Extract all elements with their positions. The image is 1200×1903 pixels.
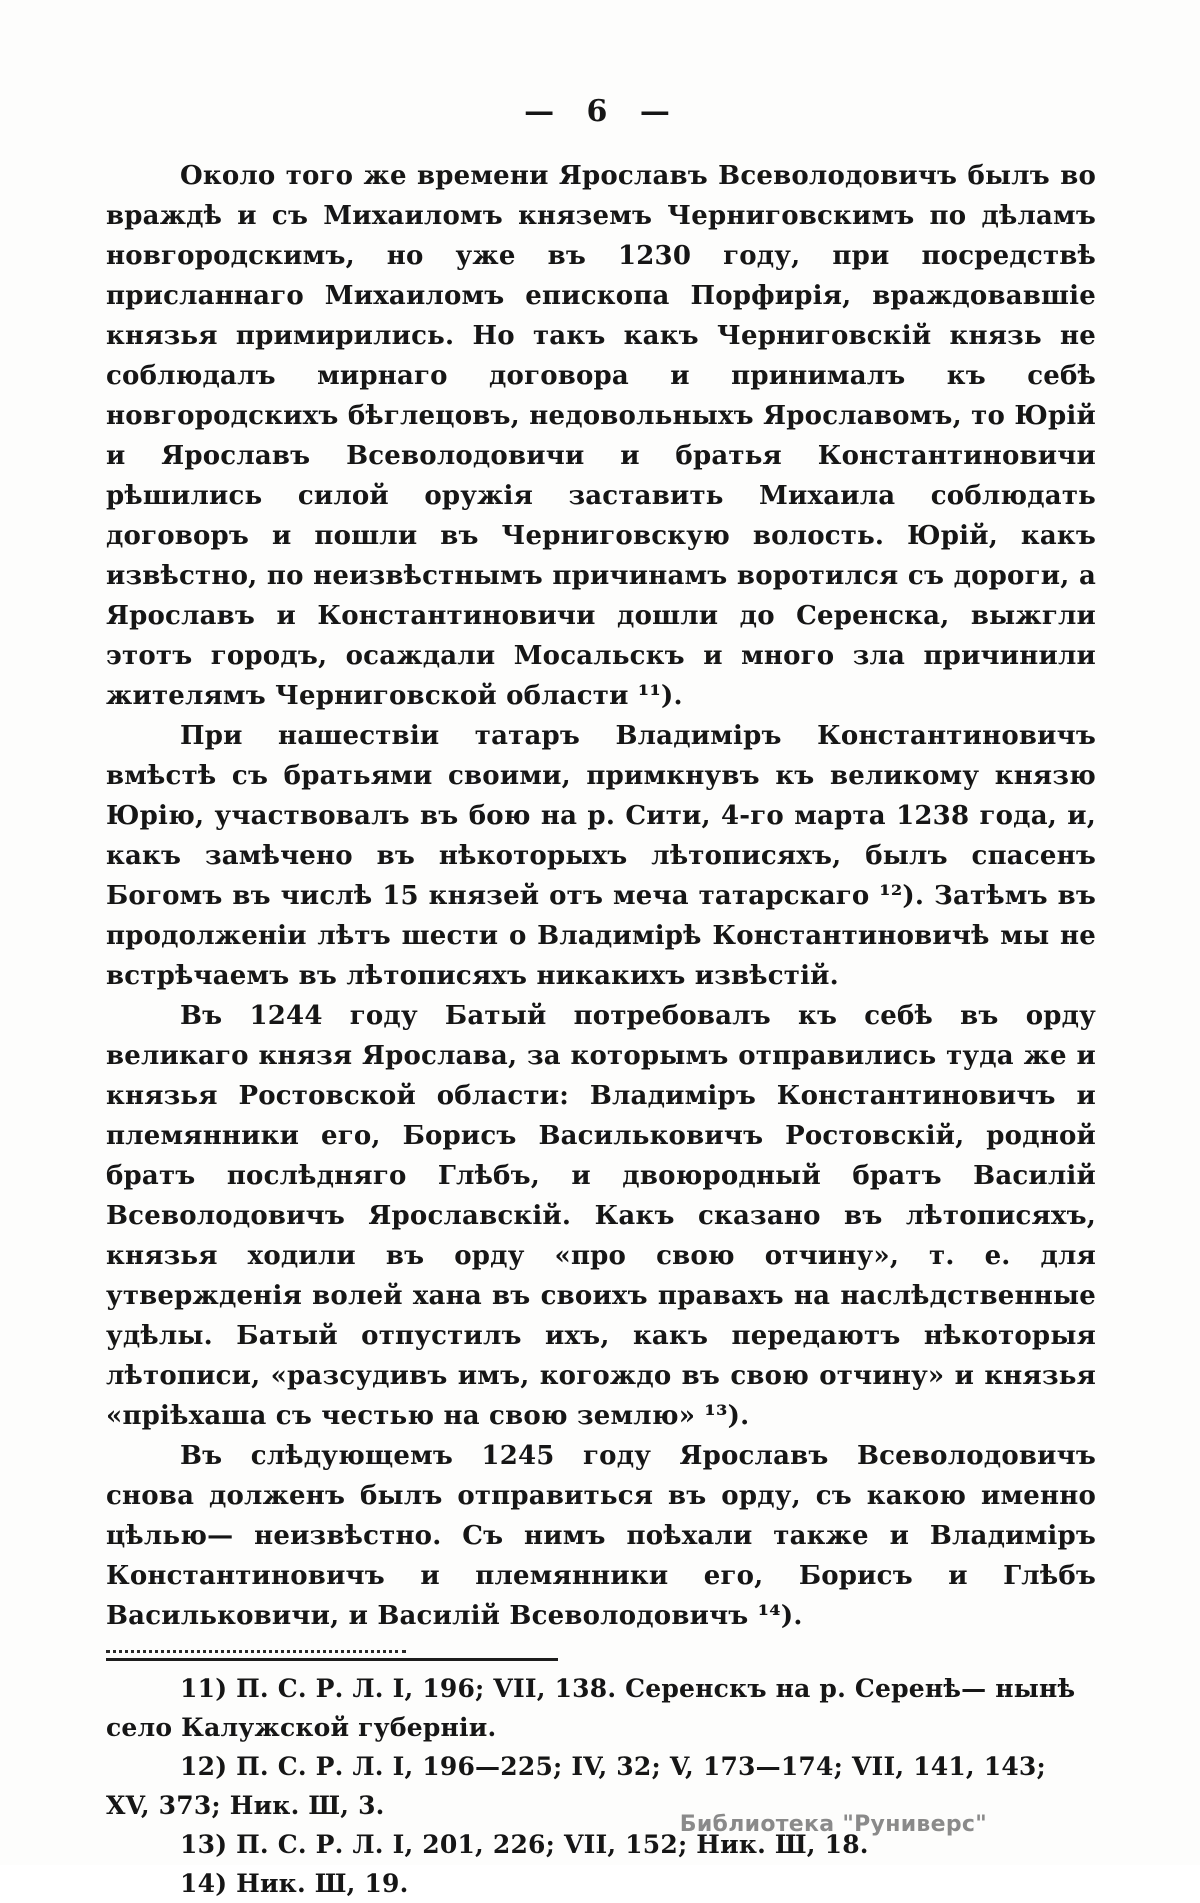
body-text — [106, 156, 1096, 1636]
paragraph-2: При нашествіи татаръ Владиміръ Константиновичъ вмѣстѣ съ братьями своими, примкнувъ къ великому князю Юрію, участвовалъ въ бою на р. Сити, 4-го марта 1238 года, и, какъ замѣчено въ нѣкоторыхъ лѣтописяхъ, былъ спасенъ Богомъ въ числѣ 15 князей отъ меча татарскаго ¹²). Затѣмъ въ продолженіи лѣтъ шести о Владимірѣ Константиновичѣ мы не встрѣчаемъ въ лѣтописяхъ никакихъ извѣстій. — [106, 721, 1096, 991]
footnote-11: 11) П. С. Р. Л. I, 196; VII, 138. Серенскъ на р. Серенѣ— нынѣ село Калужской губерніи. — [106, 1674, 1076, 1742]
footnote-14: 14) Ник. Ш, 19. — [180, 1869, 409, 1898]
separator-dotted-line — [106, 1650, 406, 1653]
footnotes — [106, 1669, 1096, 1903]
separator-solid-line — [106, 1658, 558, 1661]
page-number: — 6 — — [524, 94, 676, 129]
footnote-separator — [106, 1650, 1096, 1661]
paragraph-4: Въ слѣдующемъ 1245 году Ярославъ Всеволодовичъ снова долженъ былъ отправиться въ орду, съ какою именно цѣлью— неизвѣстно. Съ нимъ поѣхали также и Владиміръ Константиновичъ и племянники его, Борисъ и Глѣбъ Васильковичи, и Василій Всеволодовичъ ¹⁴). — [106, 1441, 1096, 1631]
page-content — [106, 156, 1096, 1903]
footnote-12: 12) П. С. Р. Л. I, 196—225; IV, 32; V, 173—174; VII, 141, 143; XV, 373; Ник. Ш, 3. — [106, 1752, 1046, 1820]
footnote-13: 13) П. С. Р. Л. I, 201, 226; VII, 152; Ник. Ш, 18. — [180, 1830, 869, 1859]
paragraph-1: Около того же времени Ярославъ Всеволодовичъ былъ во враждѣ и съ Михаиломъ княземъ Черниговскимъ по дѣламъ новгородскимъ, но уже въ 1230 году, при посредствѣ присланнаго Михаиломъ епископа Порфирія, враждовавшіе князья примирились. Но такъ какъ Черниговскій князь не соблюдалъ мирнаго договора и принималъ къ себѣ новгородскихъ бѣглецовъ, недовольныхъ Ярославомъ, то Юрій и Ярославъ Всеволодовичи и братья Константиновичи рѣшились силой оружія заставить Михаила соблюдать договоръ и пошли въ Черниговскую волость. Юрій, какъ извѣстно, по неизвѣстнымъ причинамъ воротился съ дороги, а Ярославъ и Константиновичи дошли до Серенска, выжгли этотъ городъ, осаждали Мосальскъ и много зла причинили жителямъ Черниговской области ¹¹). — [106, 161, 1096, 711]
library-watermark: Библиотека "Руниверс" — [679, 1812, 987, 1837]
paragraph-3: Въ 1244 году Батый потребовалъ къ себѣ въ орду великаго князя Ярослава, за которымъ отправились туда же и князья Ростовской области: Владиміръ Константиновичъ и племянники его, Борисъ Васильковичъ Ростовскій, родной братъ послѣдняго Глѣбъ, и двоюродный братъ Василій Всеволодовичъ Ярославскій. Какъ сказано въ лѣтописяхъ, князья ходили въ орду «про свою отчину», т. е. для утвержденія волей хана въ своихъ правахъ на наслѣдственные удѣлы. Батый отпустилъ ихъ, какъ передаютъ нѣкоторыя лѣтописи, «разсудивъ имъ, когождо въ свою отчину» и князья «пріѣхаша съ честью на свою землю» ¹³). — [106, 1001, 1096, 1431]
